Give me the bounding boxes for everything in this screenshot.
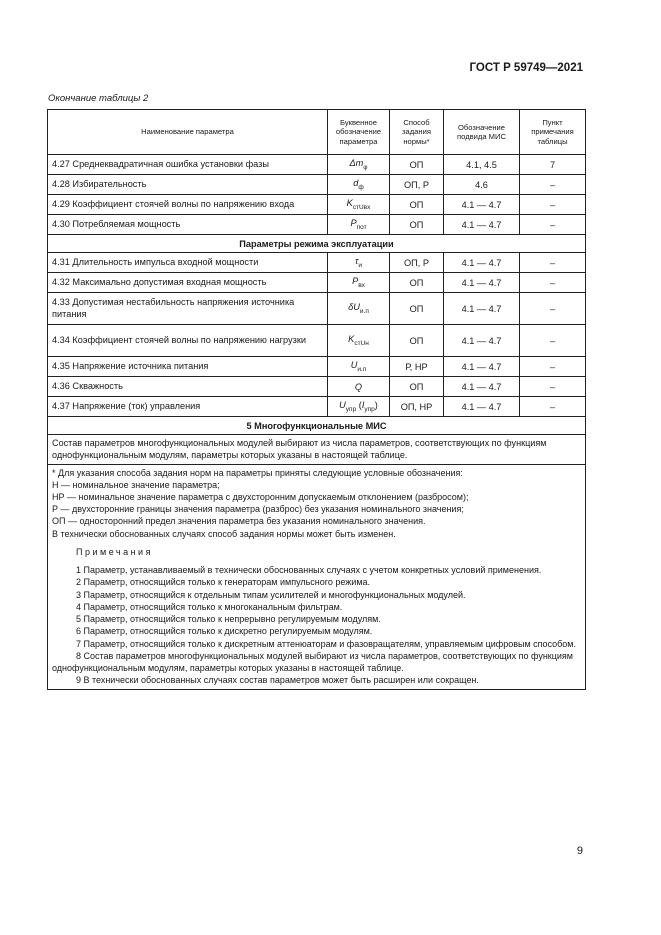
- param-method: ОП: [390, 273, 444, 293]
- param-name: 4.29 Коэффициент стоячей волны по напряжению входа: [48, 195, 328, 215]
- note-item: 4 Параметр, относящийся только к многоканальным фильтрам.: [76, 601, 343, 612]
- symbol-main: Δm: [349, 158, 364, 169]
- symbol-sub: стUн: [354, 339, 369, 347]
- section-title: Параметры режима эксплуатации: [48, 235, 586, 253]
- table-row: [48, 215, 586, 235]
- table-row: [48, 195, 586, 215]
- param-note: –: [520, 397, 586, 417]
- section5-text-row: [48, 435, 586, 465]
- param-note: –: [520, 377, 586, 397]
- footnote-line: Р — двухсторонние границы значения параметра (разброс) без указания номинального значения;: [52, 504, 464, 515]
- param-name: 4.36 Скважность: [48, 377, 328, 397]
- symbol-sub: и.п: [359, 307, 369, 315]
- param-method: ОП: [390, 293, 444, 325]
- table-row: [48, 175, 586, 195]
- footnote-line: * Для указания способа задания норм на параметры приняты следующие условные обозначения:: [52, 467, 463, 478]
- param-method: Р, НР: [390, 357, 444, 377]
- param-subsection: 4.1 — 4.7: [444, 273, 520, 293]
- parameters-table: [47, 109, 586, 690]
- symbol-main: K: [346, 198, 353, 209]
- param-note: –: [520, 253, 586, 273]
- note-item: 5 Параметр, относящийся только к непрерывно регулируемым модулям.: [76, 614, 381, 625]
- footnote-line: Н — номинальное значение параметра;: [52, 479, 220, 490]
- note-item: 1 Параметр, устанавливаемый в технически обоснованных случаях с учетом конкретных условий применения.: [76, 565, 542, 576]
- param-subsection: 4.1 — 4.7: [444, 253, 520, 273]
- note-item: 8 Состав параметров многофункциональных модулей выбирают из числа параметров, соответствующих по функциям однофункциональным модулям, параметры которых указаны в настоящей таблице.: [52, 650, 573, 674]
- param-name: 4.30 Потребляемая мощность: [48, 215, 328, 235]
- param-symbol: [328, 175, 390, 195]
- header-note: Пункт примечания таблицы: [520, 110, 586, 155]
- param-symbol: [328, 155, 390, 175]
- symbol-main: U: [350, 360, 358, 371]
- symbol-sub: стUвх: [352, 203, 371, 211]
- note-item: 9 В технически обоснованных случаях состав параметров может быть расширен или сокращен.: [76, 675, 479, 686]
- header-method: Способ задания нормы*: [390, 110, 444, 155]
- header-subsection: Обозначение подвида МИС: [444, 110, 520, 155]
- symbol-main: P: [350, 218, 357, 229]
- param-subsection: 4.1 — 4.7: [444, 195, 520, 215]
- footnote-line: ОП — односторонний предел значения параметра без указания номинального значения.: [52, 516, 426, 527]
- param-subsection: 4.1 — 4.7: [444, 377, 520, 397]
- param-name: 4.31 Длительность импульса входной мощности: [48, 253, 328, 273]
- param-subsection: 4.1, 4.5: [444, 155, 520, 175]
- symbol-main: d: [353, 178, 359, 189]
- param-symbol: [328, 195, 390, 215]
- param-name: 4.37 Напряжение (ток) управления: [48, 397, 328, 417]
- footnote-line: НР — номинальное значение параметра с двухсторонним допускаемым отклонением (разбросом);: [52, 492, 469, 502]
- symbol-main: δU: [348, 302, 360, 313]
- note-item: 7 Параметр, относящийся только к дискретным аттенюаторам и фазовращателям, управляемым цифровым способом.: [76, 638, 576, 649]
- param-subsection: 4.1 — 4.7: [444, 293, 520, 325]
- symbol-sub: ф: [358, 183, 364, 191]
- table-row: [48, 397, 586, 417]
- note-item: 6 Параметр, относящийся только к дискретно регулируемым модулям.: [76, 626, 373, 637]
- param-name: 4.33 Допустимая нестабильность напряжения источника питания: [48, 293, 328, 325]
- table-row: [48, 325, 586, 357]
- table-header-row: [48, 110, 586, 155]
- param-subsection: 4.1 — 4.7: [444, 397, 520, 417]
- notes-title: Примечания: [76, 546, 153, 557]
- param-subsection: 4.1 — 4.7: [444, 357, 520, 377]
- param-method: ОП, НР: [390, 397, 444, 417]
- param-note: –: [520, 357, 586, 377]
- param-name: 4.35 Напряжение источника питания: [48, 357, 328, 377]
- symbol-sub: и.п: [357, 365, 367, 373]
- symbol-sub: и: [358, 261, 363, 269]
- page-number: 9: [576, 845, 583, 857]
- param-symbol: $U_{упр}$ $(I_{упр})$: [328, 397, 390, 417]
- param-name: 4.28 Избирательность: [48, 175, 328, 195]
- param-subsection: 4.1 — 4.7: [444, 215, 520, 235]
- table-row: [48, 155, 586, 175]
- param-symbol: [328, 377, 390, 397]
- symbol-extra-sub: упр: [364, 405, 375, 413]
- param-note: 7: [520, 155, 586, 175]
- param-method: ОП: [390, 325, 444, 357]
- param-subsection: 4.6: [444, 175, 520, 195]
- param-note: –: [520, 195, 586, 215]
- table-caption: Окончание таблицы 2: [48, 93, 149, 104]
- symbol-sub: φ: [363, 163, 368, 171]
- header-symbol: Буквенное обозначение параметра: [328, 110, 390, 155]
- param-note: –: [520, 273, 586, 293]
- param-note: –: [520, 325, 586, 357]
- standard-number: ГОСТ Р 59749—2021: [469, 62, 583, 74]
- param-note: –: [520, 175, 586, 195]
- param-symbol: [328, 293, 390, 325]
- param-method: ОП, Р: [390, 175, 444, 195]
- param-symbol: [328, 325, 390, 357]
- table-row: [48, 293, 586, 325]
- symbol-sub: пот: [356, 223, 367, 231]
- footnote-block: [52, 467, 581, 540]
- param-subsection: 4.1 — 4.7: [444, 325, 520, 357]
- param-symbol: [328, 273, 390, 293]
- section5-text: Состав параметров многофункциональных модулей выбирают из числа параметров, соответствующих по функциям однофункциональным модулям, параметры которых указаны в настоящей таблице.: [48, 435, 586, 465]
- note-item: 2 Параметр, относящийся только к генераторам импульсного режима.: [76, 577, 371, 588]
- table-row: [48, 377, 586, 397]
- param-name: 4.27 Среднеквадратичная ошибка установки фазы: [48, 155, 328, 175]
- notes-list: [52, 564, 581, 686]
- table-row: [48, 357, 586, 377]
- symbol-sub: вх: [358, 281, 365, 289]
- header-name: Наименование параметра: [48, 110, 328, 155]
- notes-row: [48, 464, 586, 689]
- section5-header-row: [48, 417, 586, 435]
- param-symbol: [328, 253, 390, 273]
- table-row: [48, 253, 586, 273]
- param-symbol: [328, 215, 390, 235]
- notes-cell: [48, 464, 586, 689]
- param-name: 4.32 Максимально допустимая входная мощность: [48, 273, 328, 293]
- symbol-sub: упр: [345, 405, 357, 413]
- param-name: 4.34 Коэффициент стоячей волны по напряжению нагрузки: [48, 325, 328, 357]
- param-method: ОП: [390, 155, 444, 175]
- section5-title: 5 Многофункциональные МИС: [48, 417, 586, 435]
- param-method: ОП, Р: [390, 253, 444, 273]
- symbol-main: τ: [354, 256, 359, 267]
- symbol-main: P: [352, 276, 359, 287]
- param-method: ОП: [390, 377, 444, 397]
- param-method: ОП: [390, 195, 444, 215]
- table-row: [48, 273, 586, 293]
- symbol-extra-main: I: [361, 400, 365, 411]
- symbol-main: U: [339, 400, 346, 411]
- param-symbol: [328, 357, 390, 377]
- param-method: ОП: [390, 215, 444, 235]
- note-item: 3 Параметр, относящийся к отдельным типам усилителей и многофункциональных модулей.: [76, 589, 466, 600]
- section-header-row: [48, 235, 586, 253]
- symbol-main: K: [348, 334, 355, 345]
- param-note: –: [520, 215, 586, 235]
- param-note: –: [520, 293, 586, 325]
- footnote-line: В технически обоснованных случаях способ задания нормы может быть изменен.: [52, 528, 396, 539]
- symbol-main: Q: [354, 381, 363, 392]
